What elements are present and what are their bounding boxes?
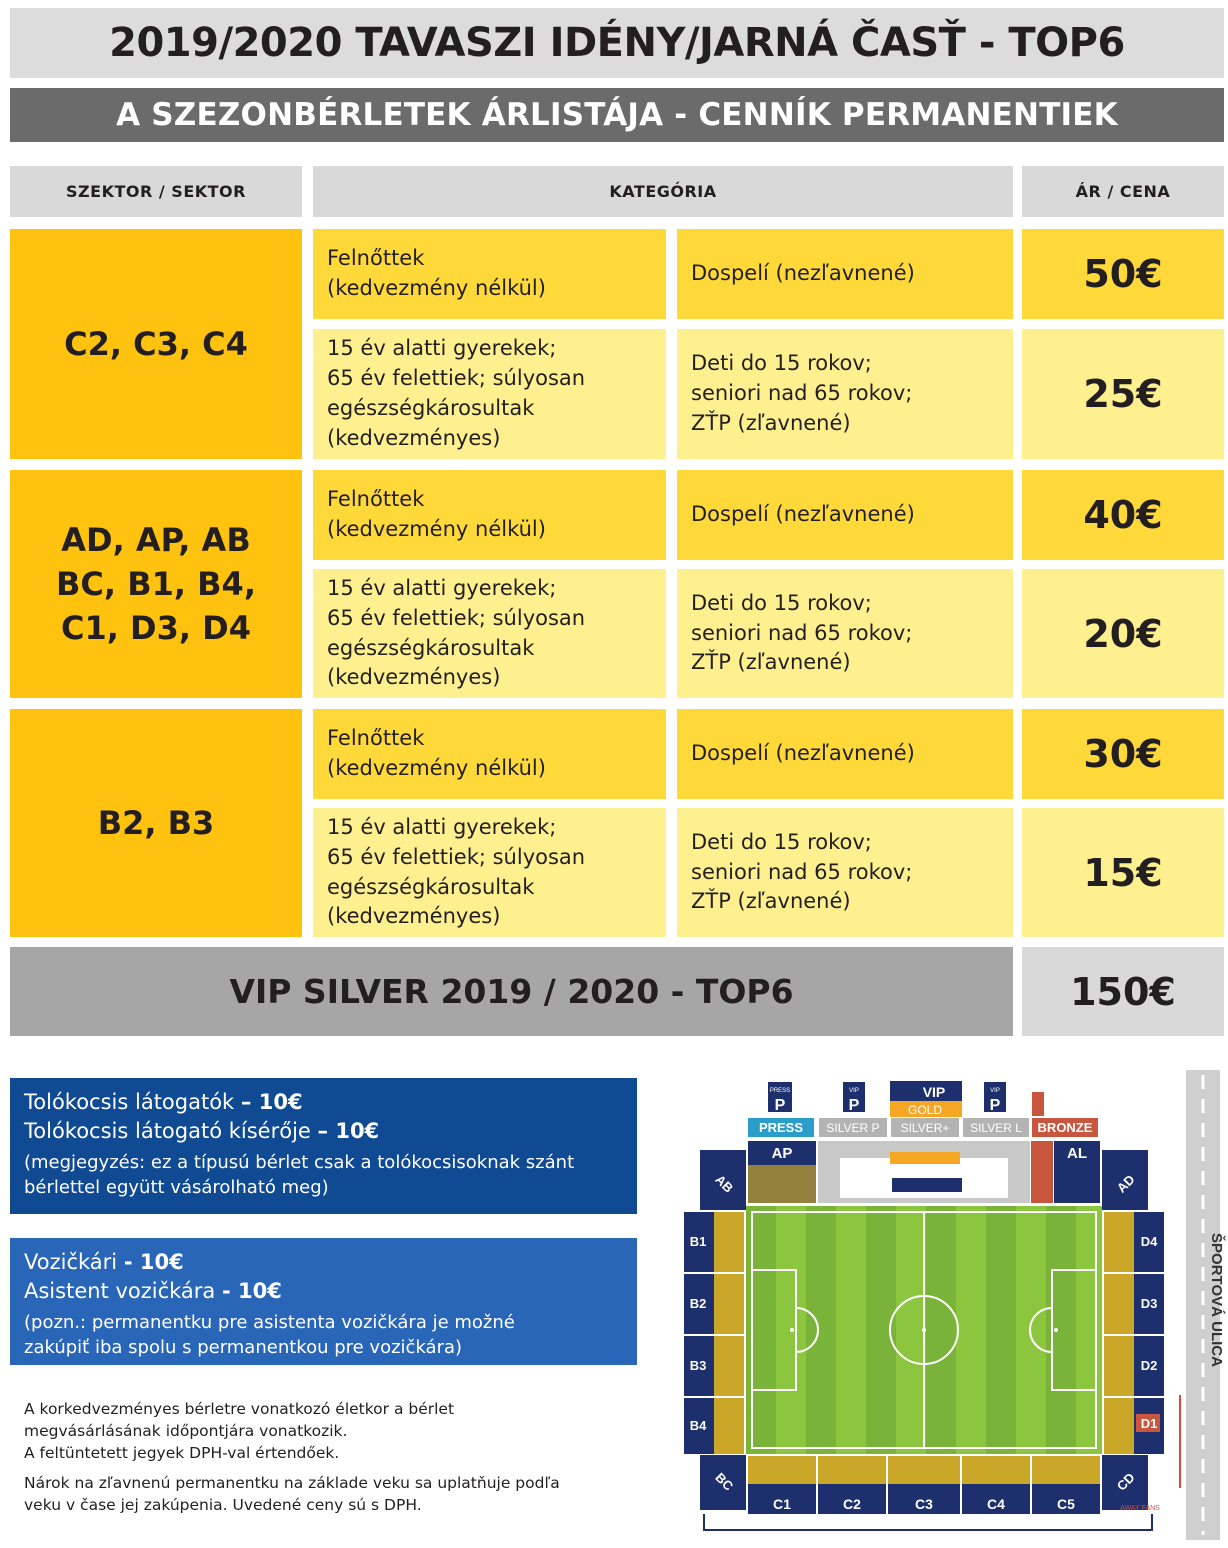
stand-seats: [714, 1274, 744, 1334]
football-pitch: [746, 1206, 1102, 1454]
text-line: Dospelí (nezľavnené): [691, 741, 915, 766]
category-hu: [313, 808, 666, 937]
stand-ab-label: AB: [712, 1171, 737, 1196]
sector-cell: [10, 229, 302, 459]
exit-icon: [1032, 1092, 1044, 1116]
sector-line: B2, B3: [97, 803, 215, 842]
stand-seats: [714, 1398, 744, 1454]
page-title: 2019/2020 TAVASZI IDÉNY/JARNÁ ČASŤ - TOP6: [10, 8, 1224, 78]
parking-press-icon: [768, 1082, 792, 1114]
text-line: seniori nad 65 rokov;: [691, 381, 913, 406]
stand-seats: [748, 1456, 816, 1484]
stand-seats: [714, 1212, 744, 1272]
price-cell: 30€: [1022, 709, 1224, 799]
stand-seats: [714, 1336, 744, 1396]
footnote-line: veku v čase jej zakúpenia. Uvedené ceny sú s DPH.: [24, 1496, 422, 1514]
info-price: - 10€: [221, 1279, 282, 1304]
icon-caption: VIP: [849, 1088, 859, 1094]
silver-plus-label: SILVER+: [900, 1121, 950, 1135]
text-line: 65 év felettiek; súlyosan: [327, 366, 586, 391]
info-price: – 10€: [240, 1090, 303, 1114]
parking-vip-icon: [843, 1082, 865, 1114]
text-line: (kedvezmény nélkül): [327, 517, 546, 541]
stand-seats: [1104, 1212, 1134, 1272]
header-price: ÁR / CENA: [1022, 166, 1224, 217]
icon-caption: P: [989, 1097, 1001, 1114]
price-cell: 15€: [1022, 808, 1224, 937]
stand-b3-label: B3: [689, 1358, 707, 1373]
bronze-label: BRONZE: [1037, 1120, 1093, 1135]
sector-line: C2, C3, C4: [64, 324, 248, 363]
text-line: 65 év felettiek; súlyosan: [327, 605, 586, 630]
footnote-line: A korkedvezményes bérletre vonatkozó életkor a bérlet: [24, 1400, 455, 1418]
stand-al-label: AL: [1067, 1145, 1087, 1162]
stand-seats: [818, 1456, 886, 1484]
text-line: (kedvezményes): [327, 904, 501, 929]
info-label: Tolókocsis látogatók: [24, 1090, 235, 1114]
text-line: Felnőttek: [327, 487, 425, 512]
category-sk: [677, 569, 1013, 698]
away-fans-label: AWAY FANS: [1120, 1505, 1160, 1512]
stand-seats: [1104, 1398, 1134, 1454]
text-line: (kedvezményes): [327, 425, 501, 450]
text-line: 15 év alatti gyerekek;: [327, 814, 557, 839]
text-line: seniori nad 65 rokov;: [691, 859, 913, 884]
icon-caption: VIP: [990, 1088, 1000, 1094]
price-cell: 25€: [1022, 329, 1224, 459]
header-sector: SZEKTOR / SEKTOR: [10, 166, 302, 217]
stand-cd-label: CD: [1113, 1469, 1138, 1494]
stand-seats: [962, 1456, 1030, 1484]
category-hu: [313, 569, 666, 698]
stand-b1-label: B1: [689, 1234, 707, 1249]
vip-seats: [892, 1178, 962, 1192]
stand-seats: [1104, 1274, 1134, 1334]
stadium-map: [660, 1070, 1228, 1540]
icon-caption: P: [848, 1097, 860, 1114]
category-sk: [677, 229, 1013, 319]
stand-ap-label: AP: [771, 1145, 793, 1162]
stand-d2-label: D2: [1140, 1358, 1158, 1373]
category-sk: [677, 709, 1013, 799]
text-line: egészségkárosultak: [327, 396, 535, 420]
text-line: (kedvezmény nélkül): [327, 276, 546, 300]
text-line: 15 év alatti gyerekek;: [327, 336, 557, 361]
info-price: – 10€: [317, 1119, 380, 1144]
category-hu: [313, 470, 666, 560]
stand-seats: [1032, 1456, 1100, 1484]
text-line: egészségkárosultak: [327, 874, 535, 899]
price-cell: 20€: [1022, 569, 1224, 698]
category-sk: [677, 808, 1013, 937]
info-label: Tolókocsis látogató kísérője: [24, 1119, 311, 1144]
parking-vip-icon: [984, 1082, 1006, 1114]
category-hu: [313, 229, 666, 319]
text-line: Dospelí (nezľavnené): [691, 502, 915, 527]
info-box-sk: [10, 1238, 637, 1365]
info-label: Asistent vozičkára: [24, 1279, 216, 1304]
stand-c1-label: C1: [773, 1496, 791, 1512]
category-sk: [677, 470, 1013, 560]
vip-badge-label: VIP: [922, 1084, 946, 1100]
gold-seats: [890, 1152, 960, 1164]
text-line: ZŤP (zľavnené): [691, 410, 851, 435]
silver-l-label: SILVER L: [970, 1121, 1022, 1135]
press-label: PRESS: [758, 1120, 804, 1135]
stand-d4-label: D4: [1140, 1234, 1158, 1249]
stand-d1-label: D1: [1140, 1416, 1158, 1431]
text-line: egészségkárosultak: [327, 635, 535, 660]
category-hu: [313, 329, 666, 459]
sector-cell: [10, 470, 302, 698]
stand-seats: [888, 1456, 960, 1484]
text-line: Deti do 15 rokov;: [691, 590, 872, 615]
text-line: 65 év felettiek; súlyosan: [327, 844, 586, 869]
gold-badge-label: GOLD: [907, 1103, 943, 1117]
stand-c2-label: C2: [843, 1496, 861, 1512]
street-label: ŠPORTOVÁ ULICA: [1208, 1233, 1225, 1367]
stand-d3-label: D3: [1140, 1296, 1158, 1311]
sector-line: AD, AP, AB: [61, 520, 251, 559]
footnote-line: Nárok na zľavnenú permanentku na základe veku sa uplatňuje podľa: [24, 1474, 560, 1492]
footnote-line: megvásárlásának időpontjára vonatkozik.: [24, 1422, 348, 1440]
text-line: ZŤP (zľavnené): [691, 650, 851, 675]
price-cell: 50€: [1022, 229, 1224, 319]
text-line: ZŤP (zľavnené): [691, 889, 851, 914]
info-label: Vozičkári: [24, 1250, 118, 1274]
icon-caption: PRESS: [769, 1088, 791, 1094]
icon-caption: P: [774, 1097, 786, 1114]
silver-p-label: SILVER P: [826, 1121, 880, 1135]
text-line: Dospelí (nezľavnené): [691, 261, 915, 286]
sector-line: C1, D3, D4: [61, 609, 251, 648]
category-sk: [677, 329, 1013, 459]
stand-c5-label: C5: [1057, 1496, 1075, 1512]
footnote-line: A feltüntetett jegyek DPH-val értendőek.: [24, 1444, 340, 1462]
info-note: zakúpiť iba spolu s permanentkou pre vozičkára): [24, 1336, 463, 1358]
text-line: (kedvezményes): [327, 665, 501, 690]
stand-c3-label: C3: [915, 1496, 933, 1512]
footnote-sk: [24, 1472, 624, 1516]
stand-ap-seats: [748, 1165, 816, 1203]
category-hu: [313, 709, 666, 799]
stand-bronze[interactable]: [1031, 1141, 1053, 1203]
info-note: bérlettel együtt vásárolható meg): [24, 1176, 329, 1198]
text-line: 15 év alatti gyerekek;: [327, 575, 557, 600]
info-box-hu: [10, 1078, 637, 1214]
info-note: (pozn.: permanentku pre asistenta vozičkára je možné: [24, 1311, 515, 1333]
text-line: Deti do 15 rokov;: [691, 351, 872, 376]
vip-price: 150€: [1022, 947, 1224, 1036]
sector-cell: [10, 709, 302, 937]
outer-path: [704, 1514, 1152, 1530]
stand-c4-label: C4: [987, 1496, 1005, 1512]
text-line: seniori nad 65 rokov;: [691, 620, 913, 645]
text-line: Felnőttek: [327, 726, 425, 751]
info-note: (megjegyzés: ez a típusú bérlet csak a tolókocsisoknak szánt: [24, 1151, 575, 1173]
sector-line: BC, B1, B4,: [56, 564, 256, 603]
vip-label: VIP SILVER 2019 / 2020 - TOP6: [10, 947, 1013, 1036]
stand-ad-label: AD: [1113, 1171, 1138, 1196]
stand-b4-label: B4: [689, 1418, 707, 1433]
text-line: Deti do 15 rokov;: [691, 829, 872, 854]
header-category: KATEGÓRIA: [313, 166, 1013, 217]
text-line: (kedvezmény nélkül): [327, 756, 546, 780]
price-cell: 40€: [1022, 470, 1224, 560]
stand-bc-label: BC: [712, 1469, 737, 1494]
stand-b2-label: B2: [689, 1296, 707, 1311]
stand-seats: [1104, 1336, 1134, 1396]
info-price: - 10€: [123, 1250, 184, 1274]
page-subtitle: A SZEZONBÉRLETEK ÁRLISTÁJA - CENNÍK PERMANENTIEK: [10, 88, 1224, 142]
footnote-hu: [24, 1398, 624, 1464]
text-line: Felnőttek: [327, 246, 425, 271]
